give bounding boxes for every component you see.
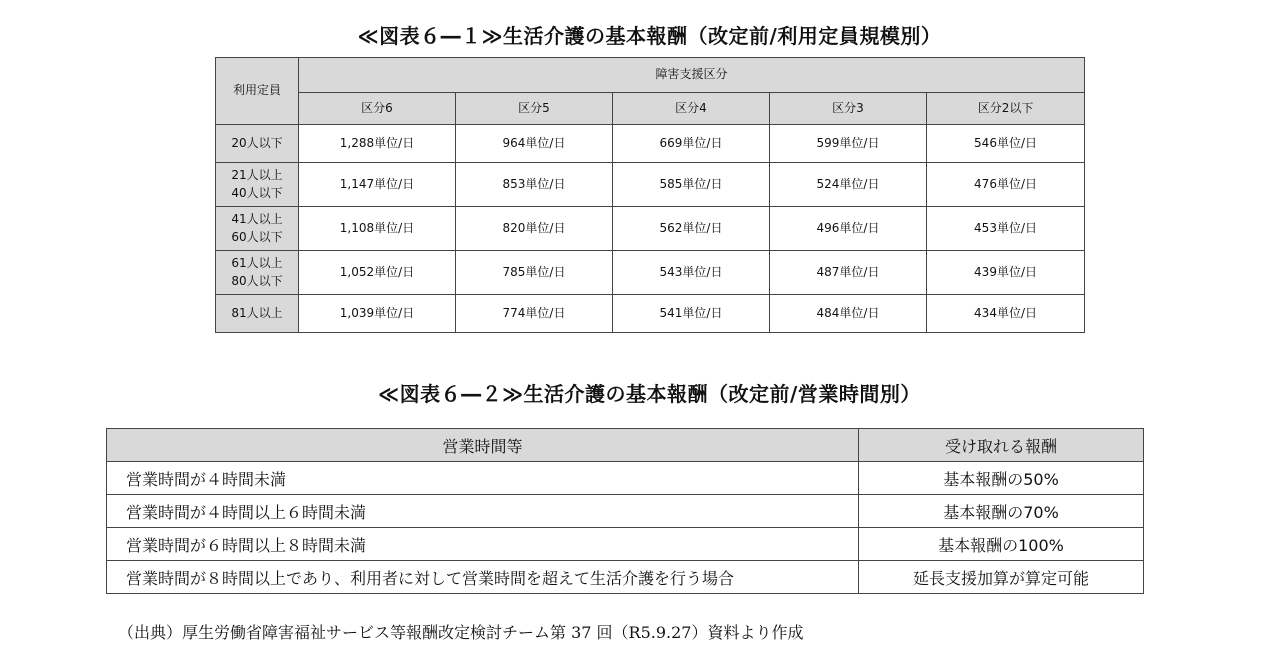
table1-title: ≪図表６―１≫生活介護の基本報酬（改定前/利用定員規模別） [357,24,942,48]
capacity-header: 利用定員 [216,58,299,125]
table-cell: 964単位/日 [456,125,613,163]
capacity-label-line: 40人以下 [231,185,283,200]
table-cell: 484単位/日 [770,295,927,333]
table-cell: 524単位/日 [770,163,927,207]
capacity-label-line: 60人以下 [231,229,283,244]
table-cell: 453単位/日 [927,207,1085,251]
table-cell: 774単位/日 [456,295,613,333]
hours-condition: 営業時間が８時間以上であり、利用者に対して営業時間を超えて生活介護を行う場合 [107,561,859,594]
hours-condition: 営業時間が４時間未満 [107,462,859,495]
table-cell: 1,288単位/日 [299,125,456,163]
hours-condition: 営業時間が６時間以上８時間未満 [107,528,859,561]
table-row [216,207,1085,251]
table-cell: 585単位/日 [613,163,770,207]
base-fee-by-capacity-table [215,57,1085,333]
table-cell: 785単位/日 [456,251,613,295]
column-header: 区分3 [770,93,927,125]
table-cell: 1,147単位/日 [299,163,456,207]
table-cell: 541単位/日 [613,295,770,333]
table-cell: 1,052単位/日 [299,251,456,295]
table-cell: 820単位/日 [456,207,613,251]
table-row [216,251,1085,295]
capacity-label-line: 81人以上 [231,305,283,320]
table-cell: 546単位/日 [927,125,1085,163]
reward-header: 受け取れる報酬 [859,429,1144,462]
table-cell: 1,039単位/日 [299,295,456,333]
column-header: 区分4 [613,93,770,125]
source-note: （出典）厚生労働省障害福祉サービス等報酬改定検討チーム第 37 回（R5.9.27）資料より作成 [118,623,804,642]
reward-value: 基本報酬の70% [859,495,1144,528]
hours-header: 営業時間等 [107,429,859,462]
base-fee-by-hours-table [106,428,1144,594]
reward-value: 基本報酬の50% [859,462,1144,495]
table-cell: 853単位/日 [456,163,613,207]
reward-value: 延長支援加算が算定可能 [859,561,1144,594]
table-cell: 476単位/日 [927,163,1085,207]
capacity-label [216,207,299,251]
column-header: 区分5 [456,93,613,125]
capacity-label [216,163,299,207]
table-cell: 562単位/日 [613,207,770,251]
table-row [216,163,1085,207]
support-level-header: 障害支援区分 [299,58,1085,93]
table-row [216,125,1085,163]
capacity-label [216,251,299,295]
capacity-label-line: 20人以下 [231,135,283,150]
table-cell: 599単位/日 [770,125,927,163]
table-cell: 669単位/日 [613,125,770,163]
table-row [107,528,1144,561]
capacity-label [216,295,299,333]
table-cell: 543単位/日 [613,251,770,295]
table-cell: 439単位/日 [927,251,1085,295]
reward-value: 基本報酬の100% [859,528,1144,561]
table-row [107,495,1144,528]
capacity-label-line: 61人以上 [231,256,283,271]
table-cell: 1,108単位/日 [299,207,456,251]
capacity-label-line: 21人以上 [231,168,283,183]
table2-title: ≪図表６―２≫生活介護の基本報酬（改定前/営業時間別） [378,382,921,406]
capacity-label-line: 41人以上 [231,212,283,227]
hours-condition: 営業時間が４時間以上６時間未満 [107,495,859,528]
table-cell: 496単位/日 [770,207,927,251]
table-row [107,561,1144,594]
capacity-label-line: 80人以下 [231,273,283,288]
table-row [216,295,1085,333]
column-header: 区分6 [299,93,456,125]
table-row [107,462,1144,495]
capacity-label [216,125,299,163]
table-cell: 487単位/日 [770,251,927,295]
column-header: 区分2以下 [927,93,1085,125]
table-cell: 434単位/日 [927,295,1085,333]
